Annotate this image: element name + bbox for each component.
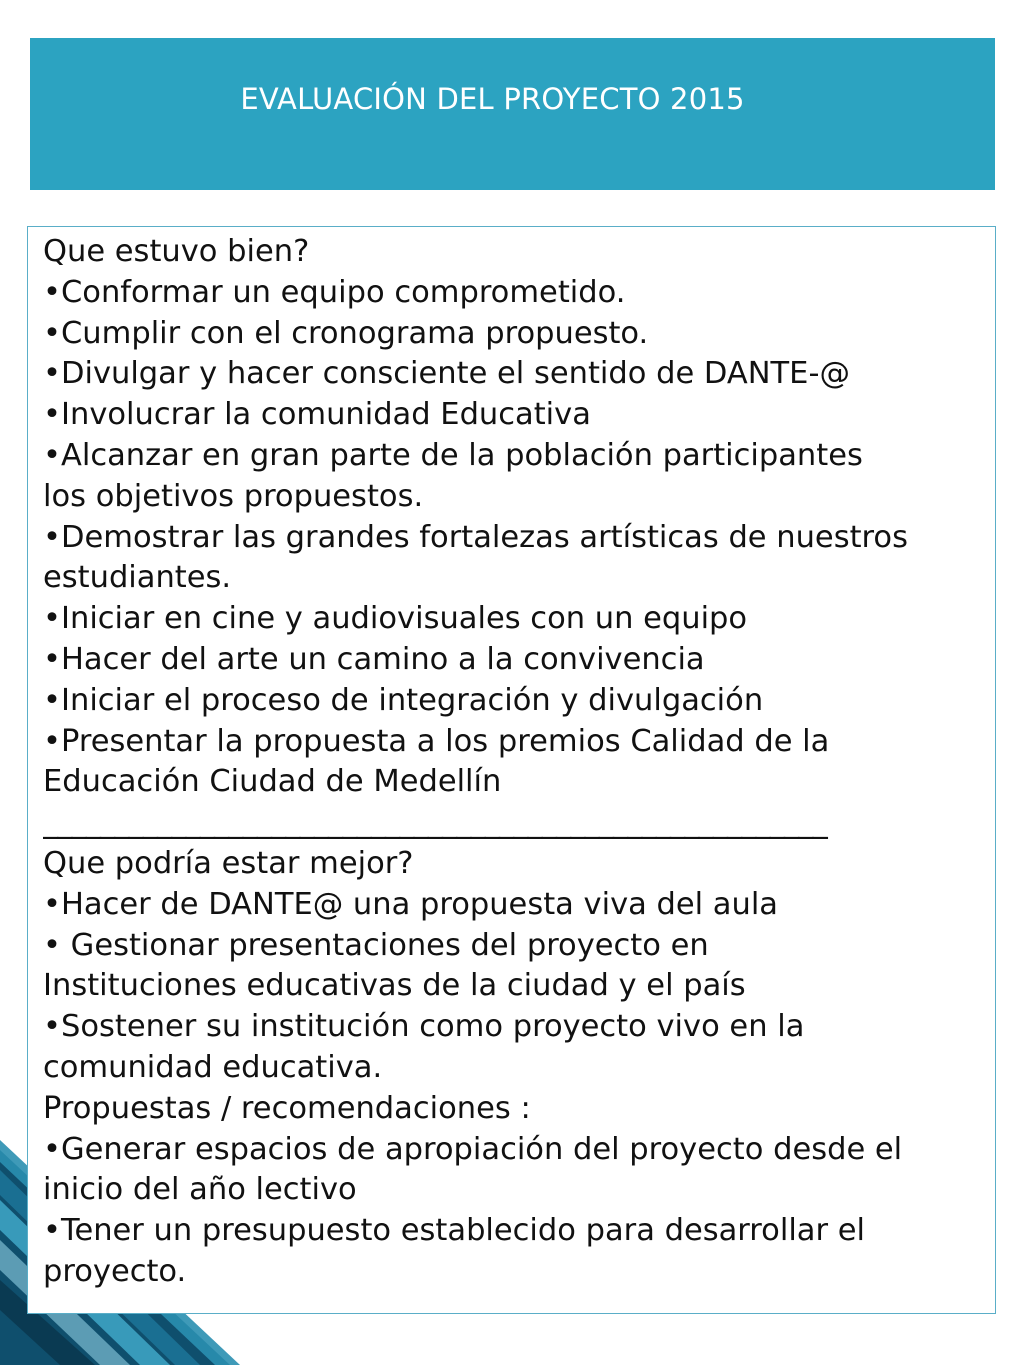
list-item: •Iniciar en cine y audiovisuales con un equipo — [43, 601, 748, 637]
list-item: •Divulgar y hacer consciente el sentido de DANTE-@ — [43, 356, 850, 392]
list-item-continuation: inicio del año lectivo — [43, 1172, 357, 1208]
list-item-continuation: estudiantes. — [43, 560, 232, 596]
evaluation-content — [43, 232, 988, 1293]
list-item: • Gestionar presentaciones del proyecto en — [43, 927, 709, 963]
list-item: •Alcanzar en gran parte de la población participantes — [43, 437, 863, 473]
list-item-continuation: Educación Ciudad de Medellín — [43, 764, 502, 800]
list-item: •Iniciar el proceso de integración y divulgación — [43, 682, 764, 718]
title-bar — [30, 38, 995, 190]
list-item-continuation: comunidad educativa. — [43, 1049, 383, 1085]
list-item-continuation: proyecto. — [43, 1253, 187, 1289]
page-title: EVALUACIÓN DEL PROYECTO 2015 — [240, 82, 745, 116]
list-item: •Tener un presupuesto establecido para desarrollar el — [43, 1213, 865, 1249]
list-item: •Generar espacios de apropiación del proyecto desde el — [43, 1131, 903, 1167]
list-item: •Hacer del arte un camino a la convivencia — [43, 641, 705, 677]
separator-line: _______________________________________________________ — [43, 805, 827, 841]
heading-propuestas-recomendaciones: Propuestas / recomendaciones : — [43, 1090, 531, 1126]
list-item: •Demostrar las grandes fortalezas artísticas de nuestros — [43, 519, 908, 555]
heading-que-podria-estar-mejor: Que podría estar mejor? — [43, 845, 414, 881]
list-item: •Cumplir con el cronograma propuesto. — [43, 315, 649, 351]
list-item: •Conformar un equipo comprometido. — [43, 274, 626, 310]
list-item: •Presentar la propuesta a los premios Calidad de la — [43, 723, 830, 759]
list-item-continuation: los objetivos propuestos. — [43, 478, 424, 514]
list-item: •Hacer de DANTE@ una propuesta viva del aula — [43, 886, 778, 922]
list-item: •Involucrar la comunidad Educativa — [43, 397, 591, 433]
list-item: •Sostener su institución como proyecto vivo en la — [43, 1009, 805, 1045]
list-item-continuation: Instituciones educativas de la ciudad y el país — [43, 968, 746, 1004]
heading-que-estuvo-bien: Que estuvo bien? — [43, 234, 310, 269]
